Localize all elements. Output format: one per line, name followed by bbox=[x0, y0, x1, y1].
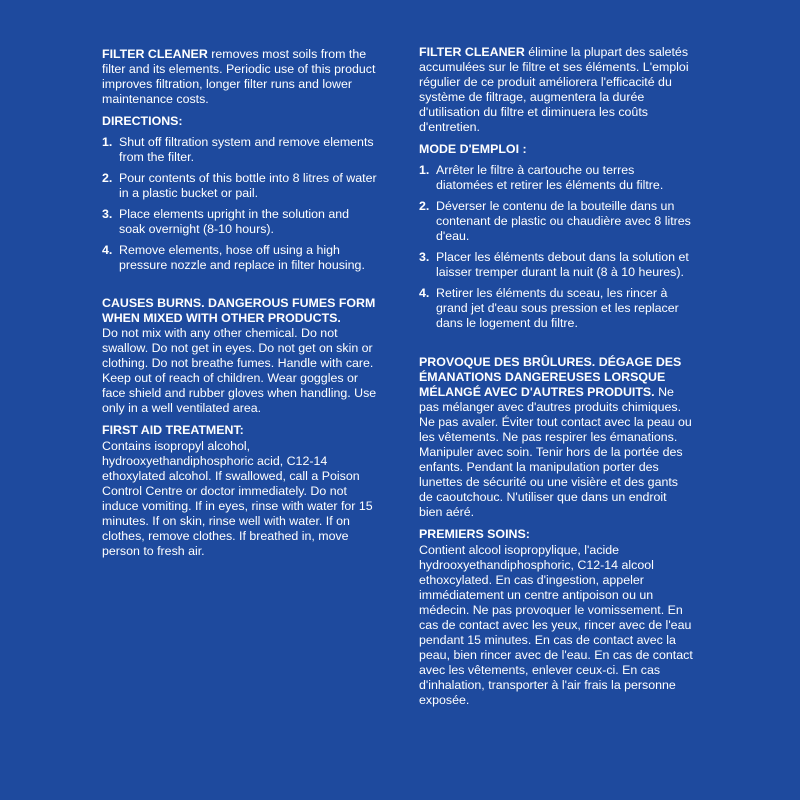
product-name: FILTER CLEANER bbox=[419, 45, 525, 59]
directions-heading: MODE D'EMPLOI : bbox=[419, 142, 527, 156]
step-number: 3. bbox=[419, 250, 430, 264]
warning-text: Do not mix with any other chemical. Do not swallow. Do not get in eyes. Do not get on skin or clothing. Do not breathe fumes. Handle with care. Keep out of reach of children. Wear goggles or face shield and rubber gloves when handling. Use only in a well ventilated area. bbox=[102, 326, 377, 415]
intro-paragraph bbox=[419, 45, 693, 135]
intro-paragraph bbox=[102, 47, 377, 107]
list-item bbox=[102, 243, 377, 273]
step-text: Place elements upright in the solution and soak overnight (8-10 hours). bbox=[119, 207, 350, 236]
list-item bbox=[419, 286, 693, 331]
step-text: Pour contents of this bottle into 8 litres of water in a plastic bucket or pail. bbox=[119, 171, 377, 200]
list-item bbox=[419, 199, 693, 244]
step-number: 3. bbox=[102, 207, 113, 221]
step-text: Placer les éléments debout dans la solution et laisser tremper durant la nuit (8 à 10 heures). bbox=[436, 250, 689, 279]
step-text: Déverser le contenu de la bouteille dans un contenant de plastic ou chaudière avec 8 litres d'eau. bbox=[436, 199, 691, 243]
step-number: 2. bbox=[419, 199, 430, 213]
warning-paragraph bbox=[419, 355, 693, 520]
first-aid-heading: FIRST AID TREATMENT: bbox=[102, 423, 244, 437]
list-item bbox=[102, 207, 377, 237]
list-item bbox=[419, 250, 693, 280]
list-item bbox=[419, 163, 693, 193]
list-item bbox=[102, 171, 377, 201]
warning-heading: PROVOQUE DES BRÛLURES. DÉGAGE DES ÉMANATIONS DANGEREUSES LORSQUE MÉLANGÉ AVEC D'AUTRES PRODUITS. bbox=[419, 355, 682, 399]
directions-list bbox=[102, 135, 377, 273]
warning-heading: CAUSES BURNS. DANGEROUS FUMES FORM WHEN MIXED WITH OTHER PRODUCTS. bbox=[102, 296, 376, 325]
step-number: 1. bbox=[102, 135, 113, 149]
first-aid-text: Contient alcool isopropylique, l'acide hydrooxyethandiphosphoric, C12-14 alcool ethoxcylated. En cas d'ingestion, appeler immédiatement un centre antipoison ou un médecin. Ne pas provoquer le vomissement. En cas de contact avec les yeux, rincer avec de l'eau pendant 15 minutes. En cas de contact avec la peau, bien rincer avec de l'eau. En cas de contact avec les vêtements, enlever ceux-ci. En cas d'inhalation, transporter à l'air frais la personne exposée. bbox=[419, 543, 693, 707]
warning-text: Ne pas mélanger avec d'autres produits chimiques. Ne pas avaler. Éviter tout contact avec la peau ou les vêtements. Ne pas respirer les émanations. Manipuler avec soin. Tenir hors de la portée des enfants. Pendant la manipulation porter des lunettes de sécurité ou une visière et des gants de caoutchouc. N'utiliser que dans un endroit bien aéré. bbox=[419, 385, 692, 519]
step-text: Shut off filtration system and remove elements from the filter. bbox=[119, 135, 374, 164]
french-column bbox=[419, 45, 693, 708]
step-text: Retirer les éléments du sceau, les rincer à grand jet d'eau sous pression et les replacer dans le logement du filtre. bbox=[436, 286, 679, 330]
first-aid-heading: PREMIERS SOINS: bbox=[419, 527, 530, 541]
first-aid-text: Contains isopropyl alcohol, hydrooxyethandiphosphoric acid, C12-14 ethoxylated alcohol. If swallowed, call a Poison Control Centre or doctor immediately. Do not induce vomiting. If in eyes, rinse with water for 15 minutes. If on skin, rinse well with water. If on clothes, remove clothes. If breathed in, move person to fresh air. bbox=[102, 439, 373, 558]
directions-list bbox=[419, 163, 693, 331]
step-text: Arrêter le filtre à cartouche ou terres diatomées et retirer les éléments du filtre. bbox=[436, 163, 664, 192]
step-text: Remove elements, hose off using a high pressure nozzle and replace in filter housing. bbox=[119, 243, 365, 272]
list-item bbox=[102, 135, 377, 165]
step-number: 4. bbox=[102, 243, 113, 257]
product-name: FILTER CLEANER bbox=[102, 47, 208, 61]
intro-text: élimine la plupart des saletés accumulées sur le filtre et ses éléments. L'emploi régulier de ce produit améliorera l'efficacité du système de filtrage, augmentera la durée d'utilisation du filtre et diminuera les coûts d'entretien. bbox=[419, 45, 689, 134]
step-number: 2. bbox=[102, 171, 113, 185]
directions-heading: DIRECTIONS: bbox=[102, 114, 183, 128]
warning-section bbox=[419, 355, 693, 520]
step-number: 1. bbox=[419, 163, 430, 177]
warning-section bbox=[102, 296, 377, 416]
step-number: 4. bbox=[419, 286, 430, 300]
intro-text: removes most soils from the filter and its elements. Periodic use of this product improves filtration, longer filter runs and lower maintenance costs. bbox=[102, 47, 376, 106]
english-column bbox=[102, 47, 377, 559]
